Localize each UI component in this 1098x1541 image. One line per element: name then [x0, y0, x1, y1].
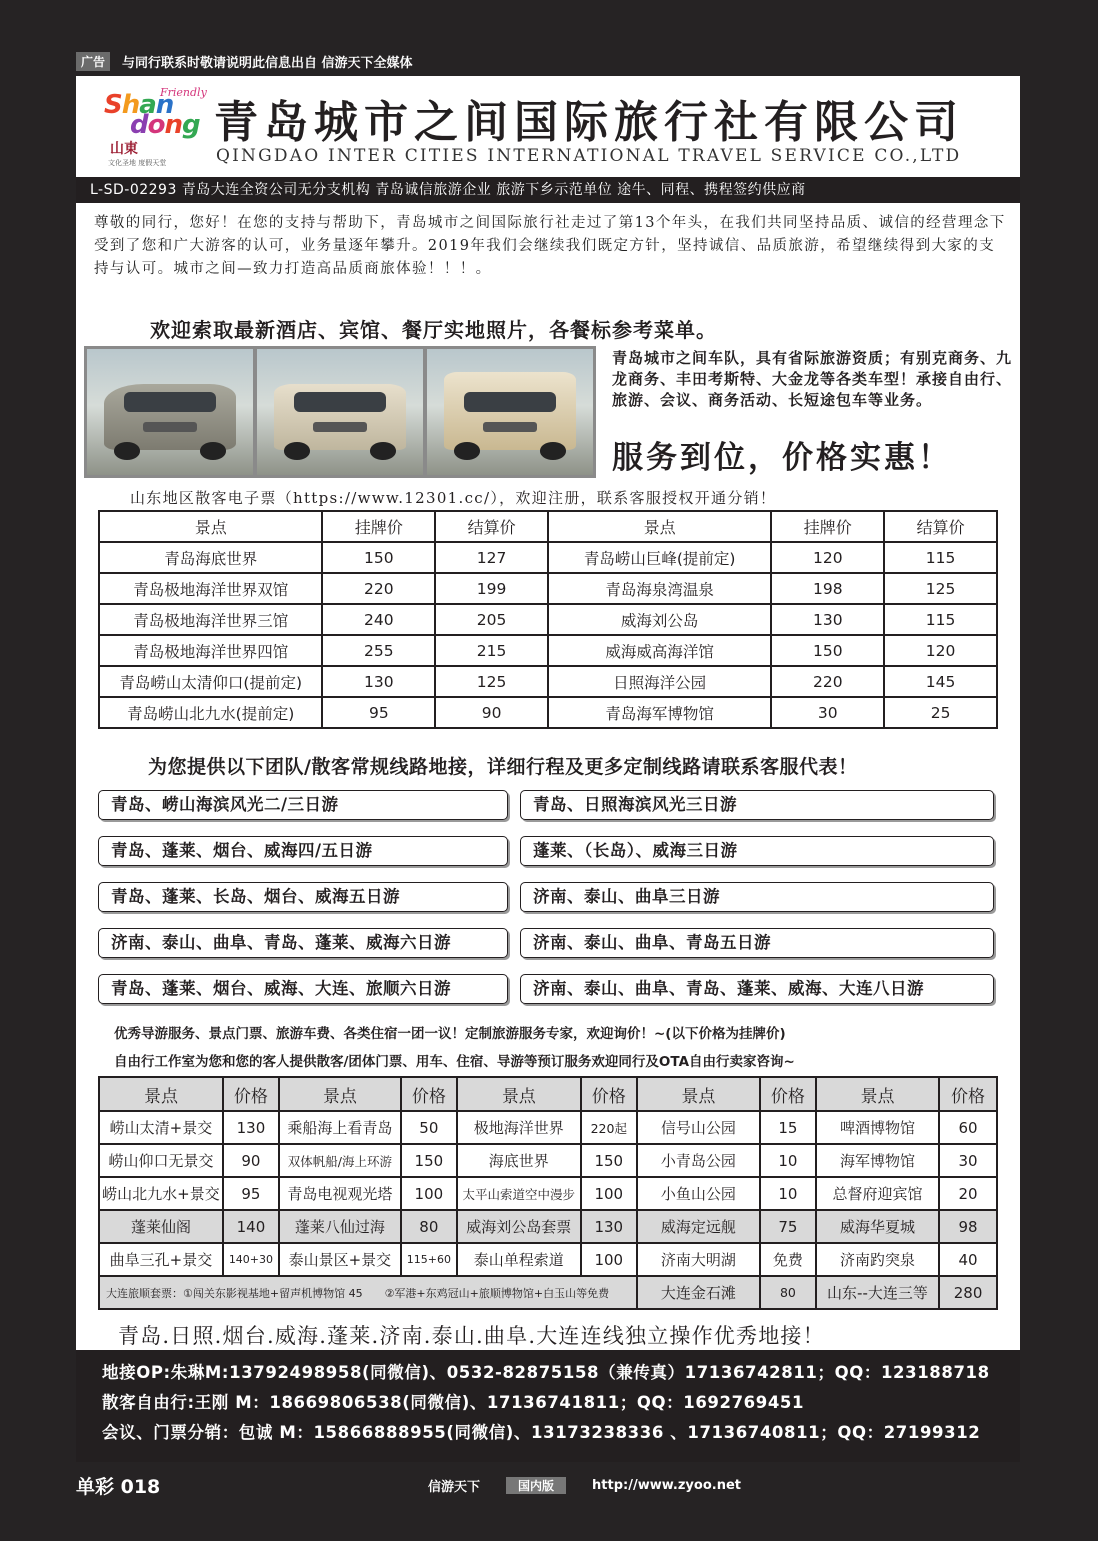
table-cell: 120	[771, 542, 884, 573]
table-cell: 130	[771, 604, 884, 635]
table-cell: 大连金石滩	[637, 1276, 760, 1309]
table-cell: 太平山索道空中漫步	[457, 1177, 581, 1210]
shandong-logo	[104, 84, 207, 168]
table-cell: 90	[223, 1144, 279, 1177]
eticket-notice: 山东地区散客电子票（https://www.12301.cc/），欢迎注册，联系客服授权开通分销！	[130, 489, 777, 507]
logo-chinese: 山東	[110, 141, 138, 157]
table-cell: 50	[401, 1111, 457, 1144]
table-cell: 济南大明湖	[637, 1243, 760, 1276]
logo-shan: Shan	[104, 90, 174, 120]
top-notice-bar	[76, 50, 413, 72]
table-cell: 青岛极地海洋世界双馆	[99, 573, 322, 604]
table-row	[99, 697, 997, 728]
promo-line-2: 自由行工作室为您和您的客人提供散客/团体门票、用车、住宿、导游等预订服务欢迎同行及OTA自由行卖家咨询~	[114, 1054, 795, 1070]
logo-dong: dong	[130, 110, 200, 140]
table-row	[99, 604, 997, 635]
header-cell: 景点	[816, 1077, 939, 1111]
header-cell: 景点	[548, 511, 771, 542]
table-cell: 青岛极地海洋世界三馆	[99, 604, 322, 635]
table-row	[99, 573, 997, 604]
table-cell: 威海威高海洋馆	[548, 635, 771, 666]
table-cell: 15	[760, 1111, 816, 1144]
table-cell: 150	[322, 542, 435, 573]
table-cell: 青岛崂山太清仰口(提前定)	[99, 666, 322, 697]
table-cell: 极地海洋世界	[457, 1111, 581, 1144]
route-item: 青岛、蓬莱、长岛、烟台、威海五日游	[98, 882, 508, 912]
edition-badge: 国内版	[506, 1477, 566, 1494]
table-row	[99, 542, 997, 573]
footer-brand: 信游天下	[428, 1479, 481, 1495]
contact-line-individual: 散客自由行:王刚 M：18669806538(同微信)、17136741811；QQ：1692769451	[102, 1393, 805, 1412]
fleet-description: 青岛城市之间车队，具有省际旅游资质；有别克商务、九龙商务、丰田考斯特、大金龙等各类车型！承接自由行、旅游、会议、商务活动、长短途包车等业务。	[612, 349, 1013, 409]
table-cell: 215	[435, 635, 548, 666]
table-cell: 山东--大连三等	[816, 1276, 939, 1309]
table-cell: 曲阜三孔+景交	[99, 1243, 223, 1276]
table-cell: 10	[760, 1177, 816, 1210]
table-cell: 80	[760, 1276, 816, 1309]
table-cell: 125	[435, 666, 548, 697]
table-cell: 青岛海泉湾温泉	[548, 573, 771, 604]
table-cell: 255	[322, 635, 435, 666]
footer-url: http://www.zyoo.net	[592, 1477, 741, 1493]
table-cell: 蓬莱八仙过海	[279, 1210, 401, 1243]
contact-line-op: 地接OP:朱琳M:13792498958(同微信)、0532-82875158（兼传真）17136742811；QQ：123188718	[102, 1363, 990, 1382]
table-cell: 125	[884, 573, 997, 604]
ad-tag: 广告	[76, 52, 110, 71]
table-cell: 140	[223, 1210, 279, 1243]
service-slogan: 服务到位，价格实惠！	[612, 440, 952, 476]
table-cell: 20	[939, 1177, 997, 1210]
table-cell: 60	[939, 1111, 997, 1144]
table-cell: 150	[581, 1144, 637, 1177]
promo-line-1: 优秀导游服务、景点门票、旅游车费、各类住宿一团一议！定制旅游服务专家，欢迎询价！~(以下价格为挂牌价)	[114, 1026, 786, 1042]
route-item: 济南、泰山、曲阜三日游	[520, 882, 994, 912]
logo-tagline: 文化圣地 度假天堂	[108, 159, 167, 167]
dalian-package-note: 大连旅顺套票：①闯关东影视基地+留声机博物馆 45 ②军港+东鸡冠山+旅顺博物馆+白玉山等免费	[99, 1276, 637, 1309]
table-cell: 济南趵突泉	[816, 1243, 939, 1276]
logo-friendly: Friendly	[160, 86, 207, 99]
route-item: 蓬莱、（长岛）、威海三日游	[520, 836, 994, 866]
table-cell: 日照海洋公园	[548, 666, 771, 697]
vehicle-photo-mpv	[87, 349, 253, 475]
table-cell: 145	[884, 666, 997, 697]
table-row	[99, 1276, 997, 1309]
table-cell: 青岛海底世界	[99, 542, 322, 573]
table-header-row	[99, 1077, 997, 1111]
table-cell: 崂山太清+景交	[99, 1111, 223, 1144]
table-cell: 青岛崂山北九水(提前定)	[99, 697, 322, 728]
table-cell: 海军博物馆	[816, 1144, 939, 1177]
table-row	[99, 1111, 997, 1144]
table-row	[99, 635, 997, 666]
vehicle-photo-vans	[257, 349, 423, 475]
table-cell: 115	[884, 604, 997, 635]
table-cell: 98	[939, 1210, 997, 1243]
header-cell: 挂牌价	[771, 511, 884, 542]
source-notice: 与同行联系时敬请说明此信息出自 信游天下全媒体	[122, 55, 413, 71]
table-cell: 乘船海上看青岛	[279, 1111, 401, 1144]
company-name-cn: 青岛城市之间国际旅行社有限公司	[214, 97, 964, 148]
table-cell: 小鱼山公园	[637, 1177, 760, 1210]
table-cell: 75	[760, 1210, 816, 1243]
table-cell: 泰山景区+景交	[279, 1243, 401, 1276]
table-cell: 崂山北九水+景交	[99, 1177, 223, 1210]
route-item: 青岛、蓬莱、烟台、威海四/五日游	[98, 836, 508, 866]
table-cell: 115+60	[401, 1243, 457, 1276]
table-cell: 泰山单程索道	[457, 1243, 581, 1276]
table-cell: 100	[581, 1177, 637, 1210]
table-cell: 150	[771, 635, 884, 666]
bottom-slogan: 青岛.日照.烟台.威海.蓬莱.济南.泰山.曲阜.大连连线独立操作优秀地接！	[118, 1324, 825, 1348]
header-cell: 价格	[401, 1077, 457, 1111]
table-cell: 崂山仰口无景交	[99, 1144, 223, 1177]
table-cell: 海底世界	[457, 1144, 581, 1177]
header-cell: 景点	[99, 511, 322, 542]
table-cell: 90	[435, 697, 548, 728]
routes-heading: 为您提供以下团队/散客常规线路地接，详细行程及更多定制线路请联系客服代表！	[148, 756, 858, 778]
credentials-bar: L-SD-02293 青岛大连全资公司无分支机构 青岛诚信旅游企业 旅游下乡示范单位 途牛、同程、携程签约供应商	[76, 177, 1020, 203]
table-cell: 双体帆船/海上环游	[279, 1144, 401, 1177]
table-cell: 130	[223, 1111, 279, 1144]
header-cell: 价格	[939, 1077, 997, 1111]
header-cell: 结算价	[435, 511, 548, 542]
ad-page	[76, 76, 1020, 1462]
header-cell: 价格	[760, 1077, 816, 1111]
table-row	[99, 1177, 997, 1210]
table-cell: 100	[581, 1243, 637, 1276]
header-cell: 结算价	[884, 511, 997, 542]
vehicle-photos	[84, 346, 596, 478]
table-cell: 240	[322, 604, 435, 635]
table-cell: 120	[884, 635, 997, 666]
table-row	[99, 1144, 997, 1177]
table-cell: 威海定远舰	[637, 1210, 760, 1243]
header-cell: 景点	[99, 1077, 223, 1111]
header-cell: 景点	[637, 1077, 760, 1111]
table-cell: 150	[401, 1144, 457, 1177]
ticket-price-table	[98, 510, 998, 729]
welcome-heading: 欢迎索取最新酒店、宾馆、餐厅实地照片，各餐标参考菜单。	[150, 318, 717, 342]
table-cell: 130	[581, 1210, 637, 1243]
route-item: 青岛、崂山海滨风光二/三日游	[98, 790, 508, 820]
contact-panel	[76, 1350, 1020, 1462]
table-cell: 40	[939, 1243, 997, 1276]
table-cell: 威海刘公岛套票	[457, 1210, 581, 1243]
header-cell: 价格	[223, 1077, 279, 1111]
page-number: 单彩 018	[76, 1475, 161, 1498]
route-item: 青岛、日照海滨风光三日游	[520, 790, 994, 820]
table-cell: 小青岛公园	[637, 1144, 760, 1177]
table-cell: 青岛海军博物馆	[548, 697, 771, 728]
table-cell: 115	[884, 542, 997, 573]
table-cell: 啤酒博物馆	[816, 1111, 939, 1144]
table-cell: 130	[322, 666, 435, 697]
table-row	[99, 1243, 997, 1276]
table-cell: 220起	[581, 1111, 637, 1144]
table-cell: 127	[435, 542, 548, 573]
footer-brand-bar	[428, 1474, 741, 1496]
table-header-row	[99, 511, 997, 542]
header-cell: 景点	[279, 1077, 401, 1111]
header-cell: 挂牌价	[322, 511, 435, 542]
intro-paragraph: 尊敬的同行，您好！在您的支持与帮助下，青岛城市之间国际旅行社走过了第13个年头，在我们共同坚持品质、诚信的经营理念下受到了您和广大游客的认可，业务量逐年攀升。2019年我们会继续我们既定方针，坚持诚信、品质旅游，希望继续得到大家的支持与认可。城市之间—致力打造高品质商旅体验！！！。	[94, 215, 1006, 277]
table-cell: 威海华夏城	[816, 1210, 939, 1243]
table-cell: 198	[771, 573, 884, 604]
route-item: 济南、泰山、曲阜、青岛五日游	[520, 928, 994, 958]
table-cell: 80	[401, 1210, 457, 1243]
company-name-en: QINGDAO INTER CITIES INTERNATIONAL TRAVEL SERVICE CO.,LTD	[216, 146, 962, 166]
table-cell: 205	[435, 604, 548, 635]
vehicle-photo-coach	[427, 349, 593, 475]
table-cell: 免费	[760, 1243, 816, 1276]
table-cell: 95	[223, 1177, 279, 1210]
table-cell: 95	[322, 697, 435, 728]
table-cell: 199	[435, 573, 548, 604]
table-row	[99, 1210, 997, 1243]
table-cell: 25	[884, 697, 997, 728]
table-cell: 青岛崂山巨峰(提前定)	[548, 542, 771, 573]
attraction-price-table	[98, 1076, 998, 1310]
table-cell: 280	[939, 1276, 997, 1309]
route-item: 济南、泰山、曲阜、青岛、蓬莱、威海、大连八日游	[520, 974, 994, 1004]
table-cell: 140+30	[223, 1243, 279, 1276]
table-cell: 青岛电视观光塔	[279, 1177, 401, 1210]
table-cell: 10	[760, 1144, 816, 1177]
table-cell: 威海刘公岛	[548, 604, 771, 635]
table-row	[99, 666, 997, 697]
table-cell: 30	[771, 697, 884, 728]
table-cell: 220	[322, 573, 435, 604]
header-cell: 价格	[581, 1077, 637, 1111]
table-cell: 总督府迎宾馆	[816, 1177, 939, 1210]
table-cell: 220	[771, 666, 884, 697]
table-cell: 100	[401, 1177, 457, 1210]
contact-line-meeting: 会议、门票分销：包诚 M：15866888955(同微信)、13173238336 、17136740811；QQ：27199312	[102, 1423, 981, 1442]
table-cell: 30	[939, 1144, 997, 1177]
route-item: 青岛、蓬莱、烟台、威海、大连、旅顺六日游	[98, 974, 508, 1004]
table-cell: 青岛极地海洋世界四馆	[99, 635, 322, 666]
header-cell: 景点	[457, 1077, 581, 1111]
table-cell: 蓬莱仙阁	[99, 1210, 223, 1243]
table-cell: 信号山公园	[637, 1111, 760, 1144]
route-item: 济南、泰山、曲阜、青岛、蓬莱、威海六日游	[98, 928, 508, 958]
